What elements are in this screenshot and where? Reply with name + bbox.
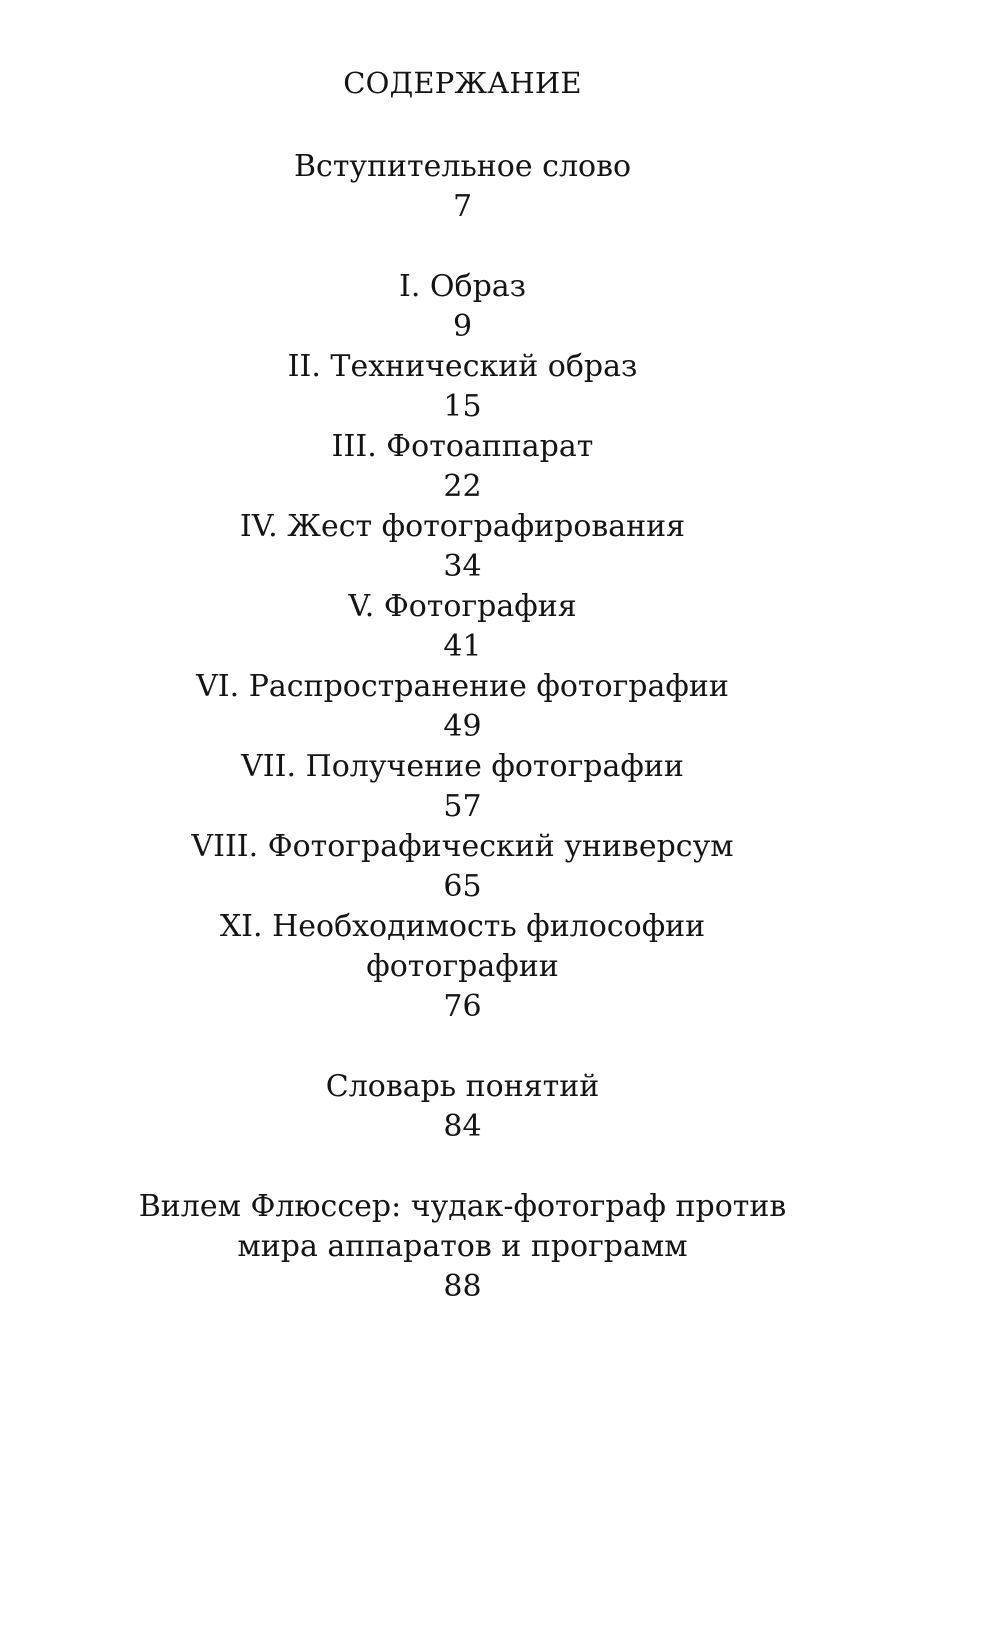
toc-entry-page: 84 [443, 1109, 482, 1144]
toc-entry-chapter-2[interactable] [0, 347, 925, 427]
toc-entry-page: 57 [443, 789, 482, 824]
toc-entry-chapter-5[interactable] [0, 587, 925, 667]
toc-entry-chapter-6[interactable] [0, 667, 925, 747]
toc-entry-title: II. Технический образ [287, 349, 638, 384]
toc-entry-chapter-8[interactable] [0, 827, 925, 907]
toc-heading: СОДЕРЖАНИЕ [343, 66, 582, 100]
toc-entry-page: 34 [443, 549, 482, 584]
toc-entry-title: VI. Распространение фотографии [196, 669, 729, 704]
toc-entry-title: VII. Получение фотографии [241, 749, 684, 784]
toc-entry-chapter-7[interactable] [0, 747, 925, 827]
toc-entry-page: 65 [443, 869, 482, 904]
toc-entry-title: IV. Жест фотографирования [239, 509, 686, 544]
toc-entry-title: XI. Необходимость философии [219, 909, 706, 944]
toc-entry-chapter-4[interactable] [0, 507, 925, 587]
toc-entry-page: 76 [443, 989, 482, 1024]
toc-entry-page: 22 [443, 469, 482, 504]
toc-entry-title: V. Фотография [348, 589, 577, 624]
toc-entry-title: VIII. Фотографический универсум [191, 829, 734, 864]
toc-entry-afterword[interactable] [0, 1187, 925, 1307]
toc-entry-title: Вступительное слово [293, 149, 632, 184]
table-of-contents [0, 62, 925, 1307]
toc-entry-chapter-3[interactable] [0, 427, 925, 507]
toc-entry-title-line2: фотографии [366, 949, 559, 984]
toc-entry-page: 7 [452, 189, 473, 224]
toc-entry-page: 49 [443, 709, 482, 744]
toc-entry-intro[interactable] [0, 147, 925, 227]
toc-entry-page: 41 [443, 629, 482, 664]
toc-entry-glossary[interactable] [0, 1067, 925, 1147]
toc-entry-page: 9 [452, 309, 473, 344]
toc-entry-title: I. Образ [398, 269, 527, 304]
toc-entry-title: III. Фотоаппарат [331, 429, 594, 464]
toc-entry-chapter-1[interactable] [0, 267, 925, 347]
toc-entry-title: Вилем Флюссер: чудак-фотограф против [138, 1189, 787, 1224]
toc-entry-chapter-9[interactable] [0, 907, 925, 1027]
toc-entry-page: 88 [443, 1269, 482, 1304]
toc-entry-title: Словарь понятий [325, 1069, 600, 1104]
toc-entry-title-line2: мира аппаратов и программ [237, 1229, 688, 1264]
toc-entry-page: 15 [443, 389, 482, 424]
